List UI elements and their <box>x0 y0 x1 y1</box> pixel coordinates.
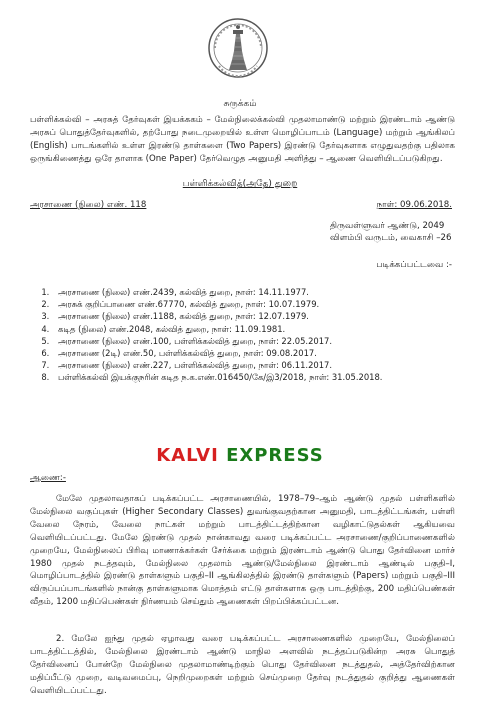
reference-item: 8. பள்ளிக்கல்வி இயக்குநரின் கடித ந.க.எண்.016450/கே/இ3/2018, நாள்: 31.05.2018. <box>52 371 472 383</box>
references-heading: படிக்கப்பட்டவை :- <box>376 260 452 270</box>
watermark-part2: EXPRESS <box>226 445 324 466</box>
reference-item: 3. அரசாணை (நிலை) எண்.1188, கல்வித் துறை, நாள்: 12.07.1979. <box>52 310 472 322</box>
order-paragraph-1: மேலே முதலாவதாகப் படிக்கப்பட்ட அரசாணையில், 1978–79–ஆம் ஆண்டு முதல் பள்ளிகளில் மேல்நிலை வகுப்புகள் (Higher Secondary Classes) துவங்குவதற்கான அனுமதி, பாடத்திட்டங்கள், பள்ளி வேலை நேரம், வேலை நாட்கள் மற்றும் பாடத்திட்டத்திற்கான வழிகாட்டுதல்கள் ஆகியவை வெளியிடப்பட்டது. மேலே இரண்டு முதல் நான்காவது வரை படிக்கப்பட்ட அரசாணை/குறிப்பாணைகளில் முறையே, மேல்நிலைப் பிரிவு மாணாக்கர்கள் சேர்க்கை மற்றும் இரண்டாம் ஆண்டு பொது தேர்வினை மார்ச் 1980 முதல் நடத்தவும், மேல்நிலை முதலாம் ஆண்டு/மேல்நிலை இரண்டாம் ஆண்டில் பகுதி–I, மொழிப்பாடத்தில் இரண்டு தாள்களும் பகுதி–II ஆங்கிலத்தில் இரண்டு தாள்களும் (Papers) மற்றும் பகுதி–III விருப்பப்பாடங்களில் நான்கு தாள்களுமாக மொத்தம் எட்டு தாள்களாக ஒரு பாடத்திற்கு, 200 மதிப்பெண்கள் வீதம், 1200 மதிப்பெண்கள் நிர்ணயம் செய்தும் ஆணைகள் பிறப்பிக்கப்பட்டன. <box>30 494 455 608</box>
reference-item: 2. அரசுக் குறிப்பாணை எண்.67770, கல்வித் துறை, நாள்: 10.07.1979. <box>52 298 472 310</box>
reference-item: 4. கடித (நிலை) எண்.2048, கல்வித் துறை, நாள்: 11.09.1981. <box>52 323 472 335</box>
reference-item: 5. அரசாணை (நிலை) எண்.100, பள்ளிக்கல்வித் துறை, நாள்: 22.05.2017. <box>52 335 472 347</box>
watermark-part1: KALVI <box>156 445 219 466</box>
order-paragraph-2: 2. மேலே ஐந்து முதல் ஏழாவது வரை படிக்கப்பட்ட அரசாணைகளில் முறையே, மேல்நிலைப் பாடத்திட்டத்தில், மேல்நிலை இரண்டாம் ஆண்டு மாநில அளவில் நடத்தப்படுகின்ற அரசு பொதுத் தேர்வினைப் போன்றே மேல்நிலை முதலாமாண்டிற்கும் பொது தேர்வினை நடத்துதல், அத்தேர்விற்கான மதிப்பீட்டு முறை, வடிவமைப்பு, நெறிமுறைகள் மற்றும் செய்முறை தேர்வு நடத்துதல் குறித்து ஆணைகள் வெளியிடப்பட்டது. <box>30 634 455 696</box>
references-list <box>30 286 472 384</box>
order-number: அரசாணை (நிலை) எண். 118 <box>30 200 147 210</box>
department-title: பள்ளிக்கல்வித்(அதே) துறை <box>182 179 298 189</box>
tamil-month: விளம்பி வருடம், வைகாசி –26 <box>330 233 452 243</box>
order-label: ஆணை:- <box>30 473 66 483</box>
subject-paragraph: பள்ளிக்கல்வி – அரசுத் தேர்வுகள் இயக்ககம் – மேல்நிலைக்கல்வி முதலாமாண்டு மற்றும் இரண்டாம் ஆண்டு அரசுப் பொதுத்தேர்வுகளில், தற்போது நடைமுறையில் உள்ள மொழிப்பாடம் (Language) மற்றும் ஆங்கிலப் (English) பாடங்களில் உள்ள இரண்டு தாள்களை (Two Papers) இரண்டு தேர்வுகளாக எழுதுவதற்கு பதிலாக ஒருங்கிணைத்து ஒரே தாளாக (One Paper) தேர்வெழுத அனுமதி அளித்து – ஆணை வெளியிடப்படுகிறது. <box>30 115 455 165</box>
reference-item: 1. அரசாணை (நிலை) எண்.2439, கல்வித் துறை, நாள்: 14.11.1977. <box>52 286 472 298</box>
reference-item: 7. அரசாணை (நிலை) எண்.227, பள்ளிக்கல்வித் துறை, நாள்: 06.11.2017. <box>52 359 472 371</box>
document-heading: சுருக்கம் <box>223 99 257 109</box>
reference-item: 6. அரசாணை (2டி) எண்.50, பள்ளிக்கல்வித் துறை, நாள்: 09.08.2017. <box>52 347 472 359</box>
order-date: நாள்: 09.06.2018. <box>376 200 452 210</box>
watermark-logo <box>150 445 330 466</box>
tamil-nadu-emblem-icon <box>207 6 269 86</box>
tamil-year: திருவள்ளுவர் ஆண்டு, 2049 <box>330 221 445 231</box>
